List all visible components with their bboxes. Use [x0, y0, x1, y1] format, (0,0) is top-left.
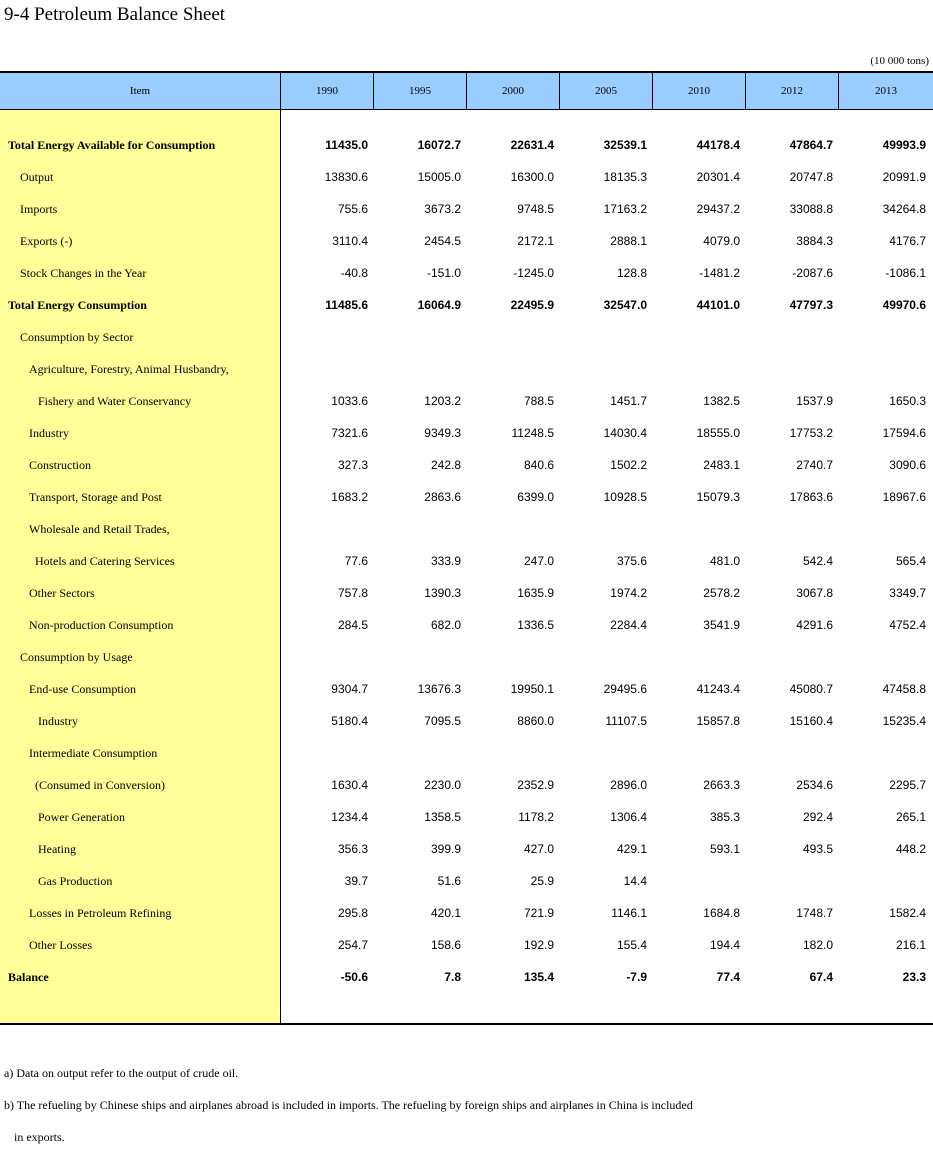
cell-2005: 18135.3	[603, 170, 647, 184]
row-label: (Consumed in Conversion)	[35, 778, 165, 792]
row-label: Industry	[38, 714, 78, 728]
cell-1995: 2454.5	[424, 234, 461, 248]
row-label: Stock Changes in the Year	[20, 266, 147, 280]
cell-1990: -50.6	[340, 970, 368, 984]
cell-1990: 1033.6	[331, 394, 368, 408]
cell-2010: 481.0	[709, 554, 740, 568]
cell-2005: 11107.5	[605, 714, 647, 728]
cell-2013: 15235.4	[882, 714, 926, 728]
row-label: Power Generation	[38, 810, 125, 824]
cell-2012: 33088.8	[789, 202, 833, 216]
footnotes	[4, 1066, 693, 1162]
row-label: Output	[20, 170, 54, 184]
row-label: Heating	[38, 842, 76, 856]
cell-2012: 493.5	[802, 842, 833, 856]
row-label: Exports (-)	[20, 234, 73, 248]
cell-2005: 17163.2	[603, 202, 647, 216]
table-row	[0, 930, 933, 962]
cell-2000: 192.9	[523, 938, 554, 952]
cell-2013: 1582.4	[889, 906, 926, 920]
cell-1990: 7321.6	[331, 426, 368, 440]
cell-2010: 1684.8	[703, 906, 740, 920]
cell-2012: 292.4	[802, 810, 833, 824]
cell-2012: 17753.2	[789, 426, 833, 440]
cell-1990: 356.3	[337, 842, 368, 856]
table-row	[0, 610, 933, 642]
cell-1990: 5180.4	[331, 714, 368, 728]
table-row	[0, 802, 933, 834]
row-label: Consumption by Sector	[20, 330, 134, 344]
cell-2000: 788.5	[523, 394, 554, 408]
table-header	[0, 73, 933, 110]
cell-2010: 15857.8	[696, 714, 740, 728]
cell-2000: 427.0	[523, 842, 554, 856]
cell-2005: 1974.2	[610, 586, 647, 600]
cell-2013: 49970.6	[882, 298, 926, 312]
cell-1990: 1630.4	[331, 778, 368, 792]
cell-2012: 2740.7	[796, 458, 833, 472]
cell-2010: 41243.4	[696, 682, 740, 696]
cell-1995: 1203.2	[424, 394, 461, 408]
cell-2012: -2087.6	[792, 266, 833, 280]
cell-1990: 11435.0	[325, 138, 368, 152]
cell-2010: 2483.1	[703, 458, 740, 472]
footnote-b-continued: in exports.	[14, 1130, 65, 1144]
cell-1995: 682.0	[430, 618, 461, 632]
cell-1995: 13676.3	[417, 682, 461, 696]
cell-2010: 385.3	[709, 810, 740, 824]
cell-2000: 22495.9	[510, 298, 554, 312]
cell-2012: 47864.7	[789, 138, 833, 152]
header-year-2012: 2012	[746, 73, 839, 109]
cell-2010: 4079.0	[703, 234, 740, 248]
row-label: Hotels and Catering Services	[35, 554, 175, 568]
cell-2005: 32547.0	[603, 298, 647, 312]
cell-2005: 2888.1	[610, 234, 647, 248]
cell-2013: 2295.7	[889, 778, 926, 792]
table-row	[0, 546, 933, 578]
cell-1990: 1683.2	[331, 490, 368, 504]
cell-1990: 1234.4	[331, 810, 368, 824]
cell-2013: 23.3	[902, 970, 926, 984]
cell-1995: -151.0	[426, 266, 461, 280]
table-row	[0, 514, 933, 546]
table-row	[0, 642, 933, 674]
cell-2005: 2896.0	[610, 778, 647, 792]
table-row	[0, 898, 933, 930]
cell-2000: 25.9	[530, 874, 554, 888]
cell-1995: 1358.5	[424, 810, 461, 824]
cell-2000: 16300.0	[510, 170, 554, 184]
footnote-a: a) Data on output refer to the output of crude oil.	[4, 1066, 239, 1080]
cell-2010: -1481.2	[699, 266, 740, 280]
row-label: Total Energy Consumption	[8, 298, 147, 312]
table-body	[0, 130, 933, 994]
row-label: Balance	[8, 970, 49, 984]
row-label: Other Sectors	[29, 586, 95, 600]
cell-2010: 194.4	[709, 938, 740, 952]
cell-2000: 22631.4	[510, 138, 554, 152]
cell-2005: 1306.4	[610, 810, 647, 824]
cell-2010: 20301.4	[696, 170, 740, 184]
cell-1990: 755.6	[337, 202, 368, 216]
cell-2013: 17594.6	[882, 426, 926, 440]
row-label: Fishery and Water Conservancy	[38, 394, 192, 408]
cell-2000: 8860.0	[517, 714, 554, 728]
cell-2013: 18967.6	[882, 490, 926, 504]
header-year-1995: 1995	[374, 73, 467, 109]
row-label: Losses in Petroleum Refining	[29, 906, 172, 920]
cell-2005: 1146.1	[611, 906, 647, 920]
row-label: Consumption by Usage	[20, 650, 133, 664]
row-label: Wholesale and Retail Trades,	[29, 522, 170, 536]
cell-2012: 1537.9	[796, 394, 833, 408]
cell-1990: 327.3	[337, 458, 368, 472]
cell-1990: 254.7	[337, 938, 368, 952]
table-row	[0, 354, 933, 386]
table-row	[0, 162, 933, 194]
footnote-b: b) The refueling by Chinese ships and airplanes abroad is included in imports. The refueling by foreign ships and airplanes in China is included	[4, 1098, 693, 1112]
cell-2013: 1650.3	[889, 394, 926, 408]
cell-1995: 242.8	[430, 458, 461, 472]
cell-1995: 16064.9	[417, 298, 461, 312]
cell-1995: 3673.2	[424, 202, 461, 216]
bottom-rule	[0, 1023, 933, 1025]
cell-2005: 14030.4	[603, 426, 647, 440]
cell-2013: -1086.1	[885, 266, 926, 280]
page-title: 9-4 Petroleum Balance Sheet	[4, 4, 226, 25]
cell-2005: 1502.2	[610, 458, 647, 472]
cell-1990: 9304.7	[331, 682, 368, 696]
cell-1995: 399.9	[430, 842, 461, 856]
cell-2005: 429.1	[616, 842, 647, 856]
table-row	[0, 226, 933, 258]
cell-2012: 20747.8	[789, 170, 833, 184]
cell-2012: 3067.8	[796, 586, 833, 600]
row-label: Industry	[29, 426, 69, 440]
cell-1995: 51.6	[437, 874, 461, 888]
header-year-2000: 2000	[467, 73, 560, 109]
cell-2010: 1382.5	[703, 394, 740, 408]
cell-2010: 77.4	[716, 970, 740, 984]
row-label: Intermediate Consumption	[29, 746, 158, 760]
cell-1990: 13830.6	[324, 170, 368, 184]
table-row	[0, 674, 933, 706]
row-label: Transport, Storage and Post	[29, 490, 162, 504]
cell-1995: 9349.3	[424, 426, 461, 440]
table-row	[0, 866, 933, 898]
row-label: Imports	[20, 202, 58, 216]
header-year-1990: 1990	[281, 73, 374, 109]
table-row	[0, 418, 933, 450]
cell-1990: 295.8	[337, 906, 368, 920]
cell-1995: 15005.0	[417, 170, 461, 184]
cell-2005: 29495.6	[603, 682, 647, 696]
cell-2005: 375.6	[616, 554, 647, 568]
cell-2000: -1245.0	[513, 266, 554, 280]
header-year-2013: 2013	[875, 85, 897, 97]
cell-2005: 32539.1	[603, 138, 647, 152]
cell-2010: 29437.2	[696, 202, 740, 216]
cell-2010: 593.1	[709, 842, 740, 856]
cell-2012: 4291.6	[796, 618, 833, 632]
cell-1990: -40.8	[340, 266, 368, 280]
cell-1995: 7.8	[444, 970, 461, 984]
cell-1995: 1390.3	[424, 586, 461, 600]
table-row	[0, 194, 933, 226]
cell-2012: 17863.6	[789, 490, 833, 504]
cell-1990: 284.5	[337, 618, 368, 632]
row-label: Total Energy Available for Consumption	[8, 138, 216, 152]
cell-2000: 135.4	[523, 970, 554, 984]
cell-2005: 128.8	[616, 266, 647, 280]
cell-1990: 77.6	[344, 554, 368, 568]
cell-2013: 265.1	[895, 810, 926, 824]
cell-1990: 11485.6	[325, 298, 368, 312]
table-row	[0, 706, 933, 738]
cell-2012: 47797.3	[789, 298, 833, 312]
cell-1995: 16072.7	[417, 138, 461, 152]
cell-2012: 3884.3	[796, 234, 833, 248]
cell-2012: 542.4	[802, 554, 833, 568]
cell-2013: 216.1	[895, 938, 926, 952]
cell-2000: 840.6	[523, 458, 554, 472]
cell-2013: 3090.6	[889, 458, 926, 472]
cell-2005: 1451.7	[610, 394, 647, 408]
cell-2000: 1178.2	[518, 810, 554, 824]
cell-2000: 2352.9	[517, 778, 554, 792]
cell-2012: 45080.7	[789, 682, 833, 696]
cell-2000: 721.9	[523, 906, 554, 920]
table-row	[0, 322, 933, 354]
table-row	[0, 738, 933, 770]
table-row	[0, 834, 933, 866]
cell-2000: 11248.5	[511, 426, 554, 440]
unit-label: (10 000 tons)	[870, 55, 929, 67]
row-label: Gas Production	[38, 874, 113, 888]
cell-2013: 4176.7	[889, 234, 926, 248]
cell-2005: 10928.5	[603, 490, 647, 504]
cell-2005: 14.4	[623, 874, 647, 888]
header-year-2010: 2010	[653, 73, 746, 109]
cell-2000: 2172.1	[517, 234, 554, 248]
cell-2010: 44101.0	[696, 298, 740, 312]
cell-1995: 333.9	[430, 554, 461, 568]
cell-2000: 1635.9	[517, 586, 554, 600]
cell-2000: 1336.5	[517, 618, 554, 632]
cell-2013: 20991.9	[882, 170, 926, 184]
row-label: End-use Consumption	[29, 682, 136, 696]
cell-2013: 4752.4	[889, 618, 926, 632]
cell-2012: 2534.6	[796, 778, 833, 792]
cell-2012: 67.4	[809, 970, 833, 984]
cell-2013: 3349.7	[889, 586, 926, 600]
table-row	[0, 482, 933, 514]
table-row	[0, 386, 933, 418]
cell-2013: 448.2	[895, 842, 926, 856]
table-row	[0, 962, 933, 994]
cell-2013: 49993.9	[882, 138, 926, 152]
cell-1995: 420.1	[430, 906, 461, 920]
cell-2012: 182.0	[802, 938, 833, 952]
cell-2010: 44178.4	[696, 138, 740, 152]
cell-2005: 155.4	[616, 938, 647, 952]
cell-2010: 3541.9	[703, 618, 740, 632]
table-row	[0, 578, 933, 610]
row-label: Other Losses	[29, 938, 92, 952]
table-row	[0, 130, 933, 162]
header-item: Item	[0, 73, 281, 109]
table-row	[0, 290, 933, 322]
cell-1995: 2863.6	[424, 490, 461, 504]
cell-1990: 3110.4	[332, 234, 368, 248]
row-label: Non-production Consumption	[29, 618, 174, 632]
cell-1995: 2230.0	[424, 778, 461, 792]
cell-2012: 15160.4	[789, 714, 833, 728]
cell-1995: 7095.5	[424, 714, 461, 728]
cell-2013: 47458.8	[882, 682, 926, 696]
cell-2010: 18555.0	[696, 426, 740, 440]
cell-1995: 158.6	[430, 938, 461, 952]
cell-1990: 39.7	[344, 874, 368, 888]
cell-2005: 2284.4	[610, 618, 647, 632]
cell-2010: 2663.3	[703, 778, 740, 792]
cell-2000: 247.0	[523, 554, 554, 568]
cell-2000: 6399.0	[517, 490, 554, 504]
table-row	[0, 258, 933, 290]
cell-1990: 757.8	[337, 586, 368, 600]
table-row	[0, 450, 933, 482]
row-label: Construction	[29, 458, 91, 472]
cell-2005: -7.9	[626, 970, 647, 984]
cell-2012: 1748.7	[796, 906, 833, 920]
cell-2010: 2578.2	[703, 586, 740, 600]
cell-2000: 19950.1	[510, 682, 554, 696]
row-label: Agriculture, Forestry, Animal Husbandry,	[29, 362, 229, 376]
header-year-2005: 2005	[560, 73, 653, 109]
table-row	[0, 770, 933, 802]
cell-2010: 15079.3	[696, 490, 740, 504]
cell-2013: 565.4	[895, 554, 926, 568]
cell-2000: 9748.5	[517, 202, 554, 216]
cell-2013: 34264.8	[882, 202, 926, 216]
